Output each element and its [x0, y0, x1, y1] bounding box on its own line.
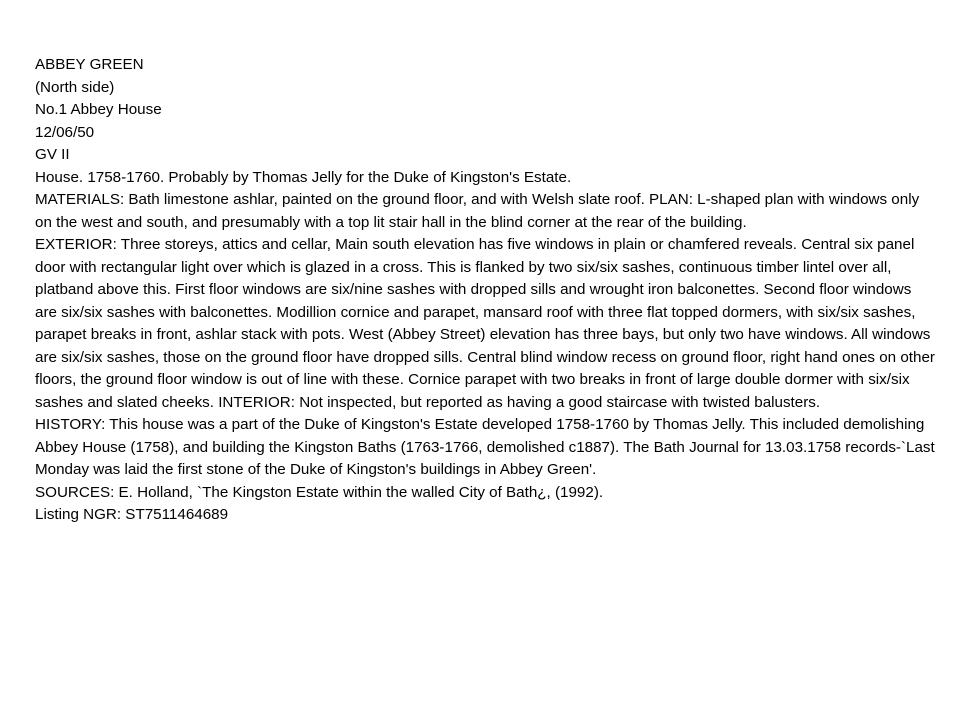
listing-ngr: Listing NGR: ST7511464689: [35, 506, 229, 523]
summary-paragraph: House. 1758-1760. Probably by Thomas Jelly for the Duke of Kingston's Estate.: [35, 168, 572, 186]
listing-date: 12/06/50: [35, 123, 95, 141]
heading-side: (North side): [35, 78, 115, 96]
history-paragraph: HISTORY: This house was a part of the Duke of Kingston's Estate developed 1758-1760 by Thomas Jelly. This included demolishing Abbey House (1758), and building the Kingston Baths (1763-1766, demolished c1887). The Bath Journal for 13.03.1758 records-`Last Monday was laid the first stone of the Duke of Kingston's buildings in Abbey Green'.: [35, 416, 935, 478]
heading-building: No.1 Abbey House: [35, 101, 162, 118]
exterior-paragraph: EXTERIOR: Three storeys, attics and cellar, Main south elevation has five windows in plain or chamfered reveals. Central six panel door with rectangular light over which is glazed in a cross. This is flanked by two six/six sashes, continuous timber lintel over all, platband above this. First floor windows are six/nine sashes with dropped sills and wrought iron balconettes. Second floor windows are six/six sashes with balconettes. Modillion cornice and parapet, mansard roof with three flat topped dormers, with six/six sashes, parapet breaks in front, ashlar stack with pots. West (Abbey Street) elevation has three bays, but only two have windows. All windows are six/six sashes, those on the ground floor have dropped sills. Central blind window recess on ground floor, right hand ones on other floors, the ground floor window is out of line with these. Cornice parapet with two breaks in front of large double dormer with six/six sashes and slated cheeks. INTERIOR: Not inspected, but reported as having a good staircase with twisted balusters.: [35, 236, 935, 411]
materials-paragraph: MATERIALS: Bath limestone ashlar, painted on the ground floor, and with Welsh slate roof. PLAN: L-shaped plan with windows only on the west and south, and presumably with a top lit stair hall in the blind corner at the rear of the building.: [35, 191, 920, 231]
listing-grade: GV II: [35, 146, 70, 163]
sources-paragraph: SOURCES: E. Holland, `The Kingston Estate within the walled City of Bath¿, (1992).: [35, 483, 604, 501]
listing-text-block: [35, 54, 935, 527]
heading-street: ABBEY GREEN: [35, 56, 144, 73]
